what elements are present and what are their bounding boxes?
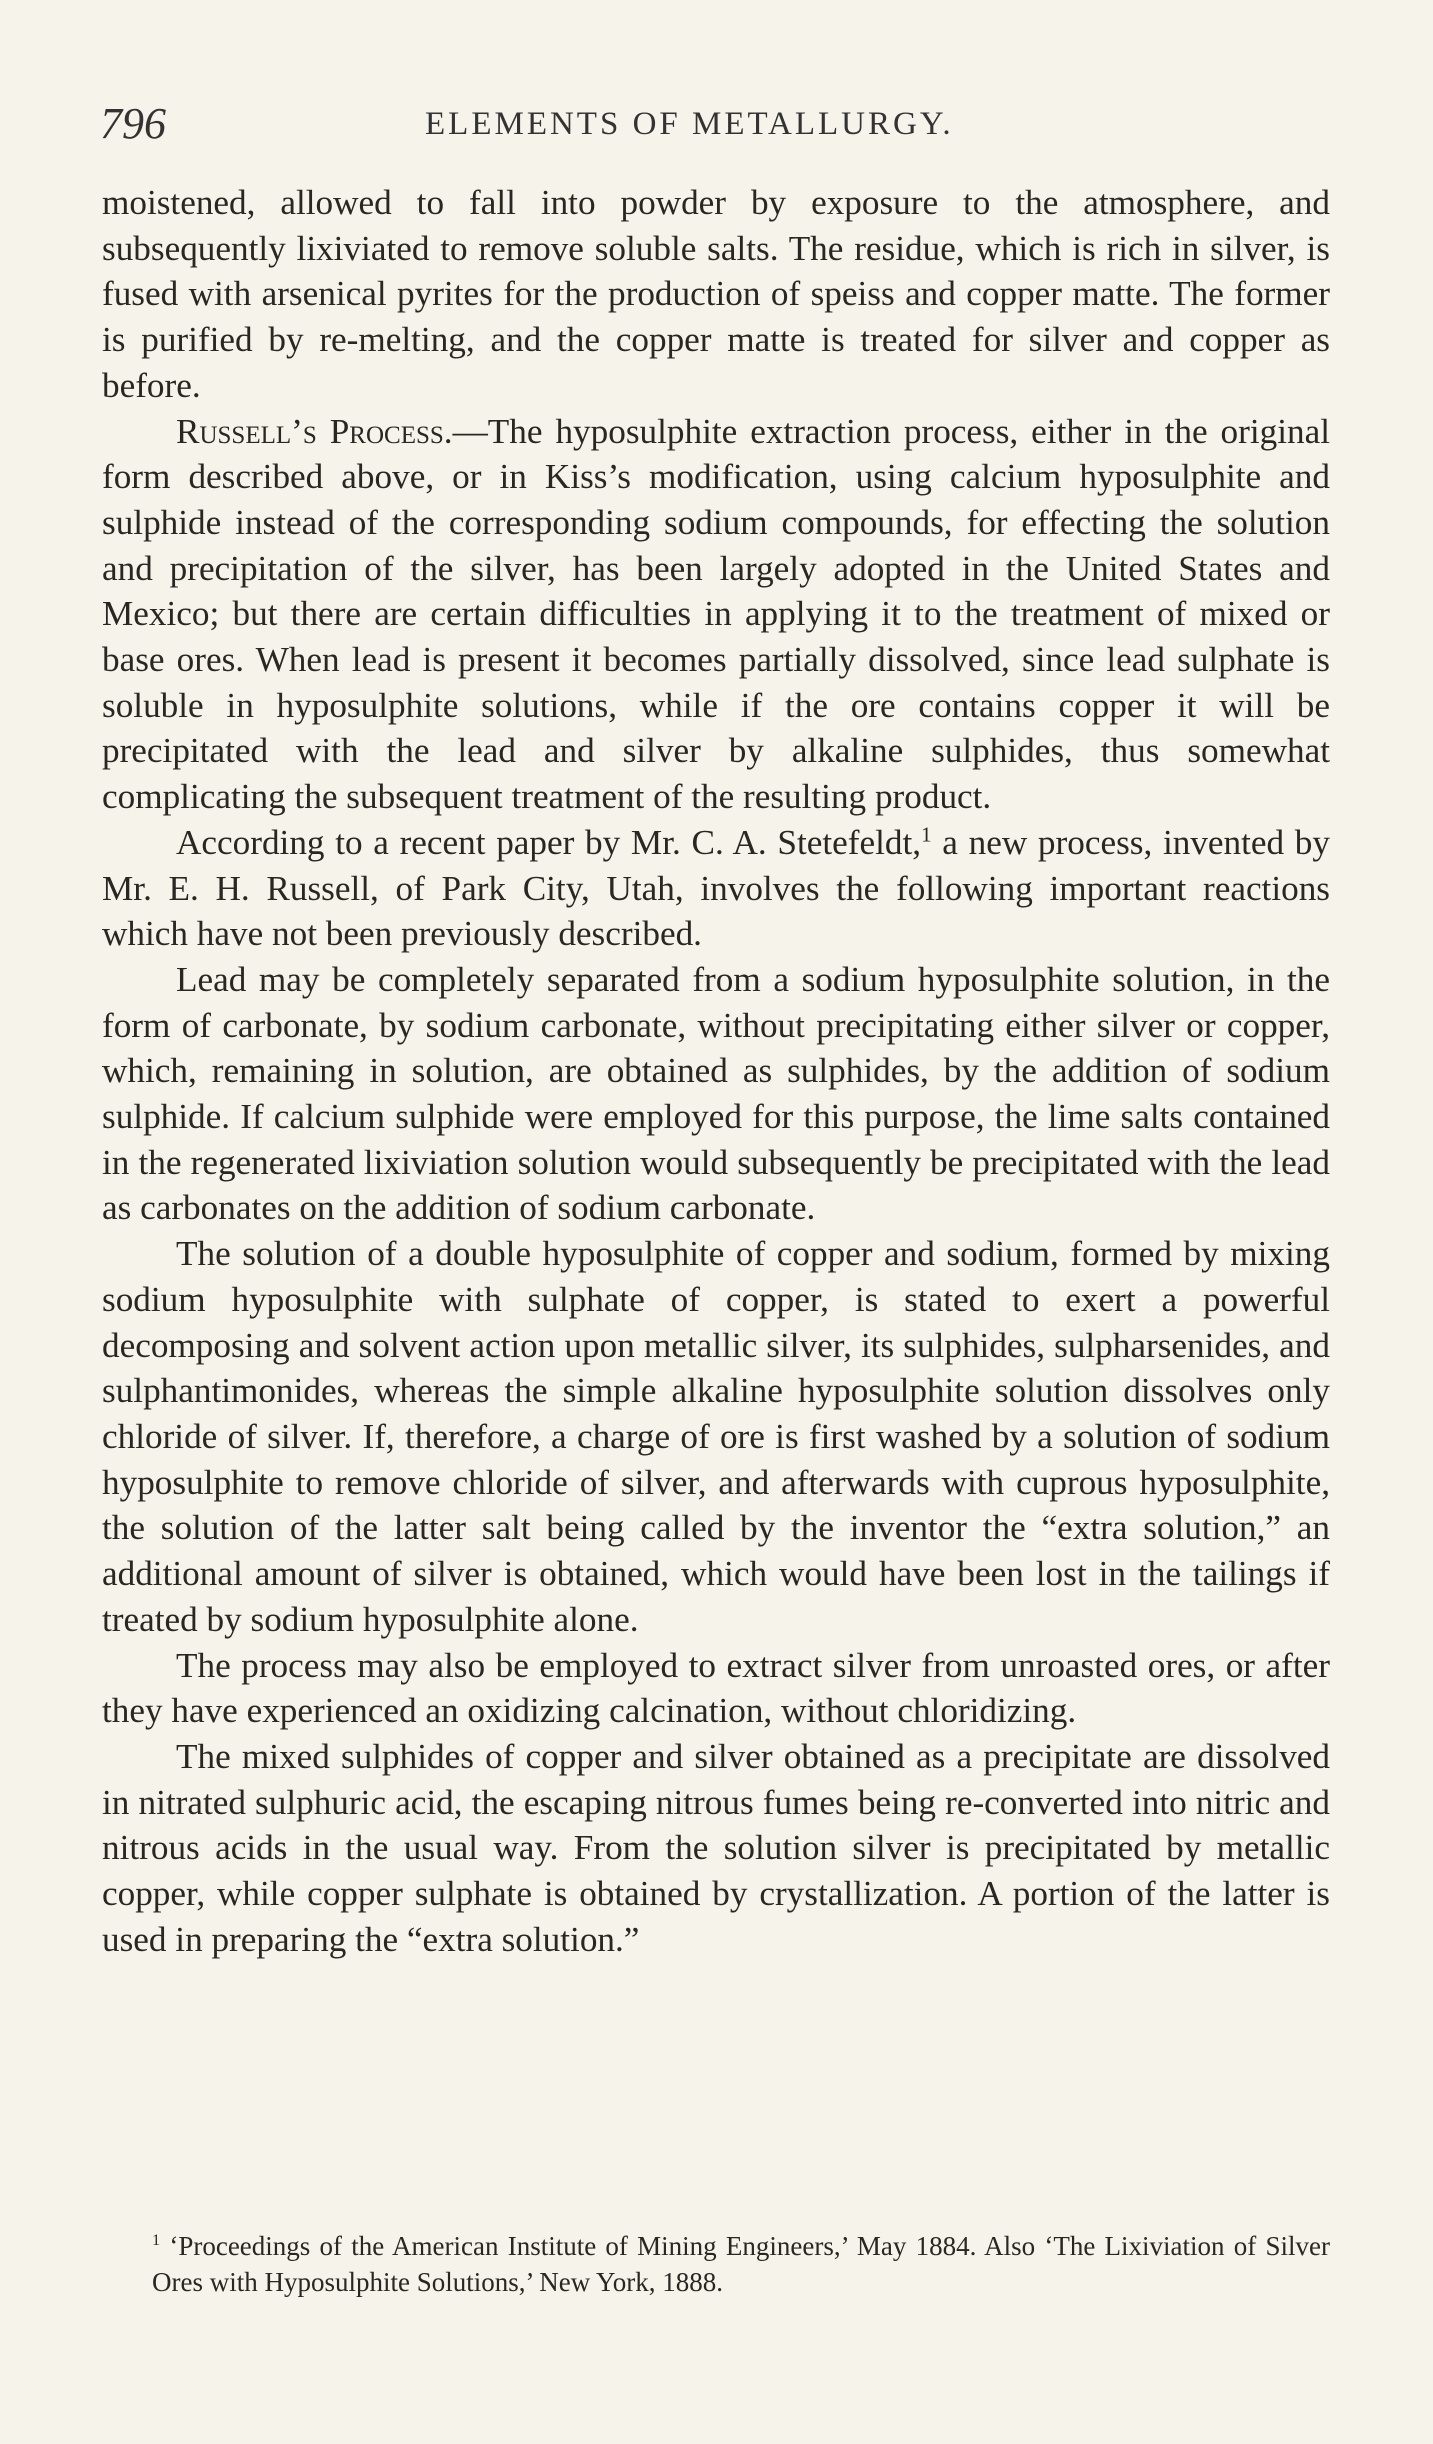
paragraph-3: [102, 820, 1330, 957]
paragraph-3-text-before: According to a recent paper by Mr. C. A. Stetefeldt,: [176, 822, 922, 862]
footnote-marker: 1: [152, 2231, 161, 2249]
paragraph-6: [102, 1643, 1330, 1734]
footnote-reference: 1: [921, 822, 932, 847]
section-heading-russells-process: Russell’s Process.: [176, 411, 453, 451]
paragraph-3-text-after: a new process, invented by Mr. E. H. Russell, of Park City, Utah, involves the following important reactions which have not been previously described.: [102, 822, 1330, 954]
running-title: ELEMENTS OF METALLURGY.: [425, 106, 954, 142]
paragraph-4-text: Lead may be completely separated from a sodium hyposulphite solution, in the form of carbonate, by sodium carbonate, without precipitating either silver or copper, which, remaining in solution, are obtained as sulphides, by the addition of sodium sulphide. If calcium sulphide were employed for this purpose, the lime salts contained in the regenerated lixiviation solution would subsequently be precipitated with the lead as carbonates on the addition of sodium carbonate.: [102, 959, 1330, 1228]
page-number: 796: [100, 99, 166, 148]
paragraph-5: [102, 1231, 1330, 1642]
paragraph-1-text: moistened, allowed to fall into powder by exposure to the atmosphere, and subsequently lixiviated to remove soluble salts. The residue, which is rich in silver, is fused with arsenical pyrites for the production of speiss and copper matte. The former is purified by re-melting, and the copper matte is treated for silver and copper as before.: [102, 183, 1330, 405]
paragraph-7-text: The mixed sulphides of copper and silver obtained as a precipitate are dissolved in nitrated sulphuric acid, the escaping nitrous fumes being re-converted into nitric and nitrous acids in the usual way. From the solution silver is precipitated by metallic copper, while copper sulphate is obtained by crystallization. A portion of the latter is used in preparing the “extra solution.”: [102, 1736, 1330, 1959]
footnote: [102, 2228, 1330, 2300]
page-header: [100, 92, 1340, 152]
paragraph-2-text: —The hyposulphite extraction process, either in the original form described above, or in Kiss’s modification, using calcium hyposulphite and sulphide instead of the corresponding sodium compounds, for effecting the solution and precipitation of the silver, has been largely adopted in the United States and Mexico; but there are certain difficulties in applying it to the treatment of mixed or base ores. When lead is present it becomes partially dissolved, since lead sulphate is soluble in hyposulphite solutions, while if the ore contains copper it will be precipitated with the lead and silver by alkaline sulphides, thus somewhat complicating the subsequent treatment of the resulting product.: [102, 411, 1330, 817]
paragraph-6-text: The process may also be employed to extract silver from unroasted ores, or after they have experienced an oxidizing calcination, without chloridizing.: [102, 1645, 1330, 1731]
paragraph-1: [102, 180, 1330, 409]
paragraph-7: [102, 1734, 1330, 1963]
footnote-text: ‘Proceedings of the American Institute of Mining Engineers,’ May 1884. Also ‘The Lixiviation of Silver Ores with Hyposulphite Solutions,’ New York, 1888.: [152, 2231, 1331, 2297]
paragraph-4: [102, 957, 1330, 1231]
paragraph-5-text: The solution of a double hyposulphite of copper and sodium, formed by mixing sodium hyposulphite with sulphate of copper, is stated to exert a powerful decomposing and solvent action upon metallic silver, its sulphides, sulpharsenides, and sulphantimonides, whereas the simple alkaline hyposulphite solution dissolves only chloride of silver. If, therefore, a charge of ore is first washed by a solution of sodium hyposulphite to remove chloride of silver, and afterwards with cuprous hyposulphite, the solution of the latter salt being called by the inventor the “extra solution,” an additional amount of silver is obtained, which would have been lost in the tailings if treated by sodium hyposulphite alone.: [102, 1234, 1330, 1639]
paragraph-2: [102, 409, 1330, 820]
body-text: [102, 180, 1330, 1962]
